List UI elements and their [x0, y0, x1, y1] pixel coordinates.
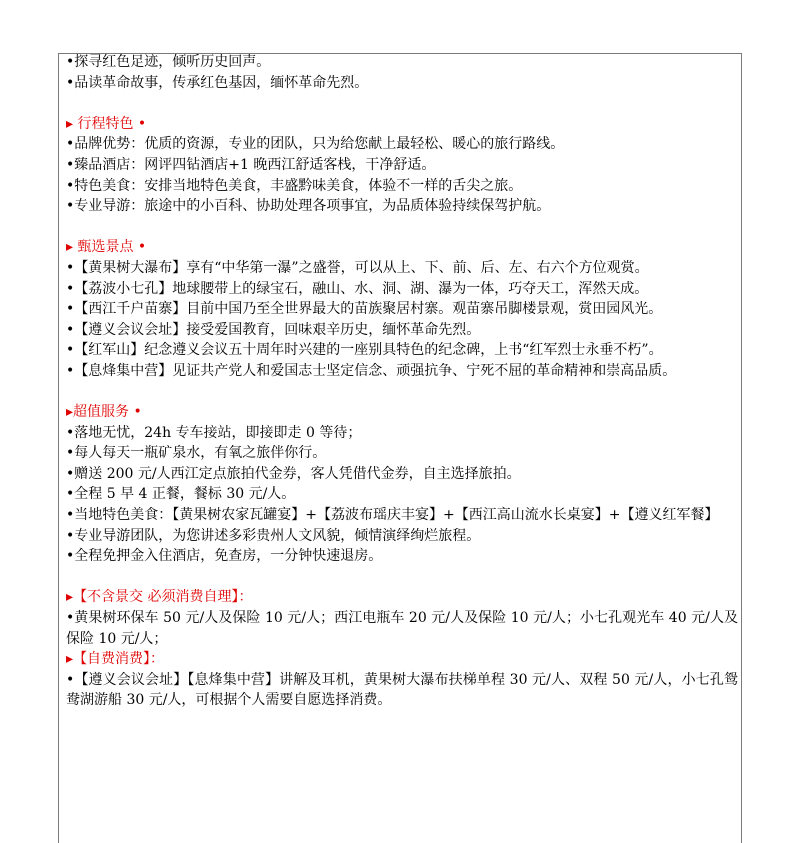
optional-heading: ▸【自费消费】： [66, 651, 165, 668]
intro-line: •品读革命故事，传承红色基因，缅怀革命先烈。 [66, 74, 369, 91]
service-item: •当地特色美食：【黄果树农家瓦罐宴】+【荔波布瑶庆丰宴】+【西江高山流水长桌宴】+【遵义红军餐】 [66, 507, 719, 524]
excluded-heading: ▸【不含景交 必须消费自理】： [66, 589, 253, 606]
service-item: •赠送 200 元/人西江定点旅拍代金券，客人凭借代金券，自主选择旅拍。 [66, 465, 521, 482]
optional-item: •【遵义会议会址】【息烽集中营】讲解及耳机，黄果树大瀑布扶梯单程 30 元/人、双程 50 元/人，小七孔鸳鸯湖游船 30 元/人，可根据个人需要自愿选择消费。 [66, 671, 738, 709]
feature-item: •特色美食：安排当地特色美食，丰盛黔味美食，体验不一样的舌尖之旅。 [66, 177, 523, 194]
itinerary-document [66, 52, 738, 711]
spot-item: •【荔波小七孔】地球腰带上的绿宝石，融山、水、洞、湖、瀑为一体，巧夺天工，浑然天成。 [66, 280, 649, 297]
service-item: •每人每天一瓶矿泉水，有氧之旅伴你行。 [66, 445, 327, 462]
service-item: •全程 5 早 4 正餐，餐标 30 元/人。 [66, 486, 296, 503]
excluded-item: •黄果树环保车 50 元/人及保险 10 元/人；西江电瓶车 20 元/人及保险 10 元/人；小七孔观光车 40 元/人及保险 10 元/人； [66, 610, 738, 647]
service-item: •专业导游团队，为您讲述多彩贵州人文风貌，倾情演绎绚烂旅程。 [66, 527, 481, 544]
feature-item: •臻品酒店：网评四钻酒店+1 晚西江舒适客栈，干净舒适。 [66, 156, 436, 173]
spots-heading: ▸ 甄选景点 • [66, 239, 147, 256]
service-item: •落地无忧，24h 专车接站，即接即走 0 等待； [66, 424, 362, 441]
spot-item: •【西江千户苗寨】目前中国乃至全世界最大的苗族聚居村寨。观苗寨吊脚楼景观，赏田园风光。 [66, 301, 663, 318]
feature-item: •品牌优势：优质的资源，专业的团队，只为给您献上最轻松、暖心的旅行路线。 [66, 136, 565, 153]
feature-item: •专业导游：旅途中的小百科、协助处理各项事宜，为品质体验持续保驾护航。 [66, 198, 551, 215]
spot-item: •【遵义会议会址】接受爱国教育，回味艰辛历史，缅怀革命先烈。 [66, 321, 481, 338]
services-heading: ▸超值服务 • [66, 404, 142, 421]
spot-item: •【息烽集中营】见证共产党人和爱国志士坚定信念、顽强抗争、宁死不屈的革命精神和崇高品质。 [66, 362, 677, 379]
spot-item: •【红军山】纪念遵义会议五十周年时兴建的一座别具特色的纪念碑，上书“红军烈士永垂不朽”。 [66, 342, 663, 359]
spot-item: •【黄果树大瀑布】享有“中华第一瀑”之盛誉，可以从上、下、前、后、左、右六个方位观赏。 [66, 259, 649, 276]
intro-line: •探寻红色足迹，倾听历史回声。 [66, 54, 271, 70]
features-heading: ▸ 行程特色 • [66, 115, 147, 132]
service-item: •全程免押金入住酒店，免查房，一分钟快速退房。 [66, 548, 383, 565]
